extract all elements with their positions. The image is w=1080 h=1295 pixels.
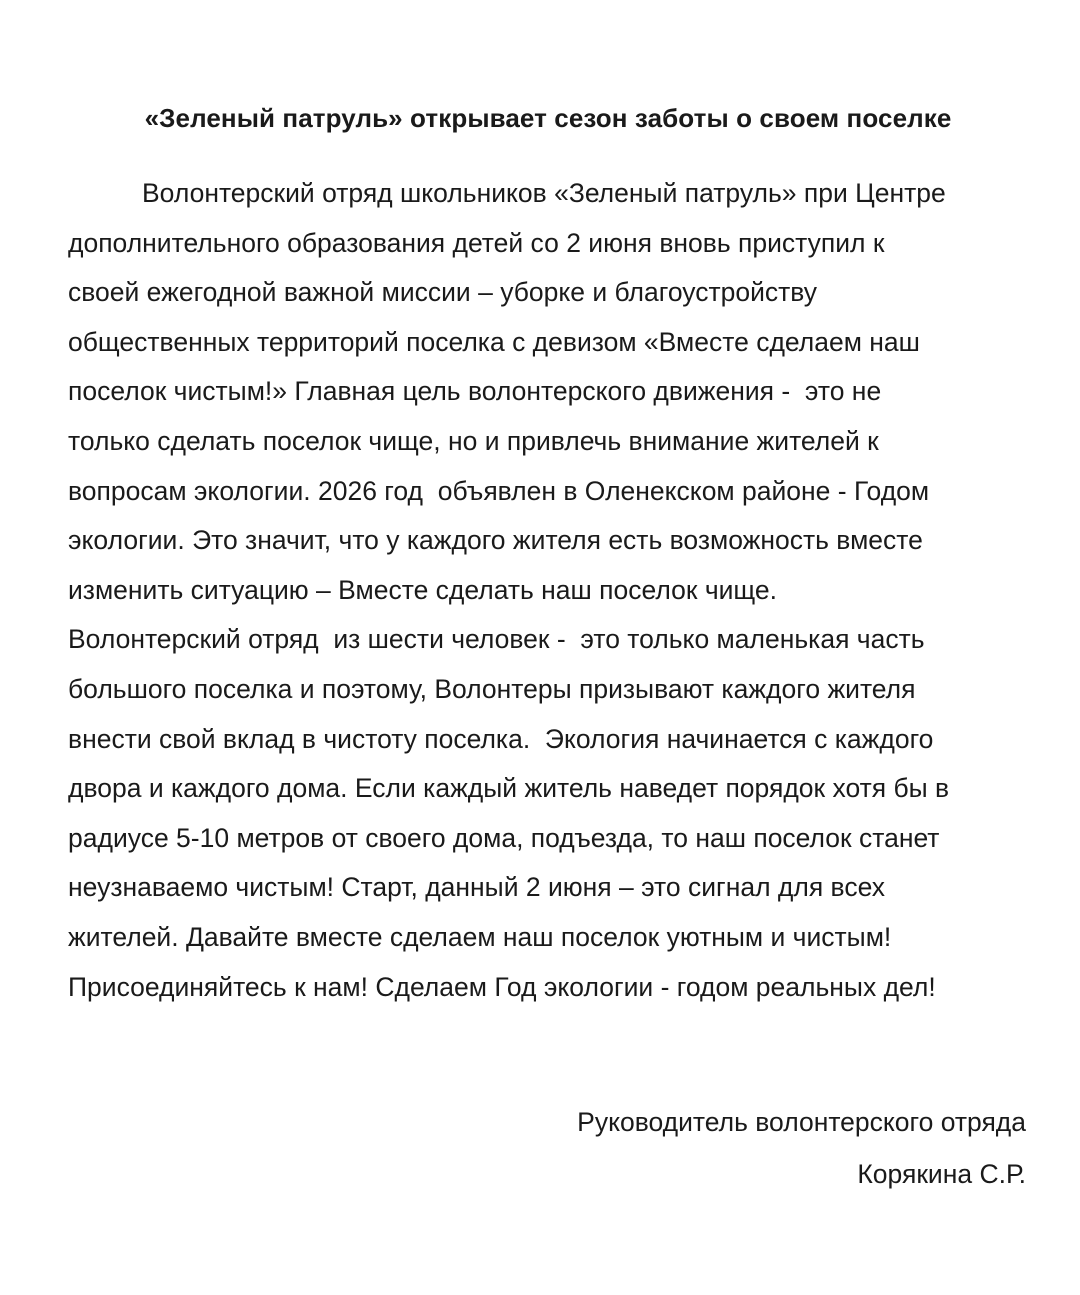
body-line: внести свой вклад в чистоту поселка. Экология начинается с каждого	[68, 723, 934, 754]
body-line: общественных территорий поселка с девизом «Вместе сделаем наш	[68, 326, 920, 357]
body-line: поселок чистым!» Главная цель волонтерского движения - это не	[68, 376, 882, 407]
body-line: Волонтерский отряд школьников «Зеленый патруль» при Центре	[142, 178, 946, 208]
body-line: радиусе 5-10 метров от своего дома, подъезда, то наш поселок станет	[68, 822, 940, 853]
body-line: дополнительного образования детей со 2 июня вновь приступил к	[68, 227, 885, 258]
body-line: только сделать поселок чище, но и привлечь внимание жителей к	[68, 425, 879, 456]
body-line: изменить ситуацию – Вместе сделать наш поселок чище.	[68, 574, 778, 605]
document-title: «Зеленый патруль» открывает сезон заботы о своем поселке	[144, 103, 952, 133]
signature-position: Руководитель волонтерского отряда	[577, 1107, 1026, 1137]
body-line: двора и каждого дома. Если каждый житель наведет порядок хотя бы в	[68, 773, 950, 804]
body-line: своей ежегодной важной миссии – уборке и благоустройству	[68, 277, 818, 308]
document-body	[68, 169, 1058, 1012]
body-line: Волонтерский отряд из шести человек - это только маленькая часть	[68, 624, 925, 655]
body-line: экологии. Это значит, что у каждого жителя есть возможность вместе	[68, 525, 923, 556]
body-line: большого поселка и поэтому, Волонтеры призывают каждого жителя	[68, 673, 916, 704]
signature-block	[577, 1096, 1026, 1200]
body-line: Присоединяйтесь к нам! Сделаем Год экологии - годом реальных дел!	[68, 971, 936, 1002]
body-line: неузнаваемо чистым! Старт, данный 2 июня – это сигнал для всех	[68, 872, 885, 903]
signature-name: Корякина С.Р.	[857, 1159, 1026, 1189]
body-line: вопросам экологии. 2026 год объявлен в Оленекском районе - Годом	[68, 475, 930, 506]
body-line: жителей. Давайте вместе сделаем наш поселок уютным и чистым!	[68, 921, 892, 952]
